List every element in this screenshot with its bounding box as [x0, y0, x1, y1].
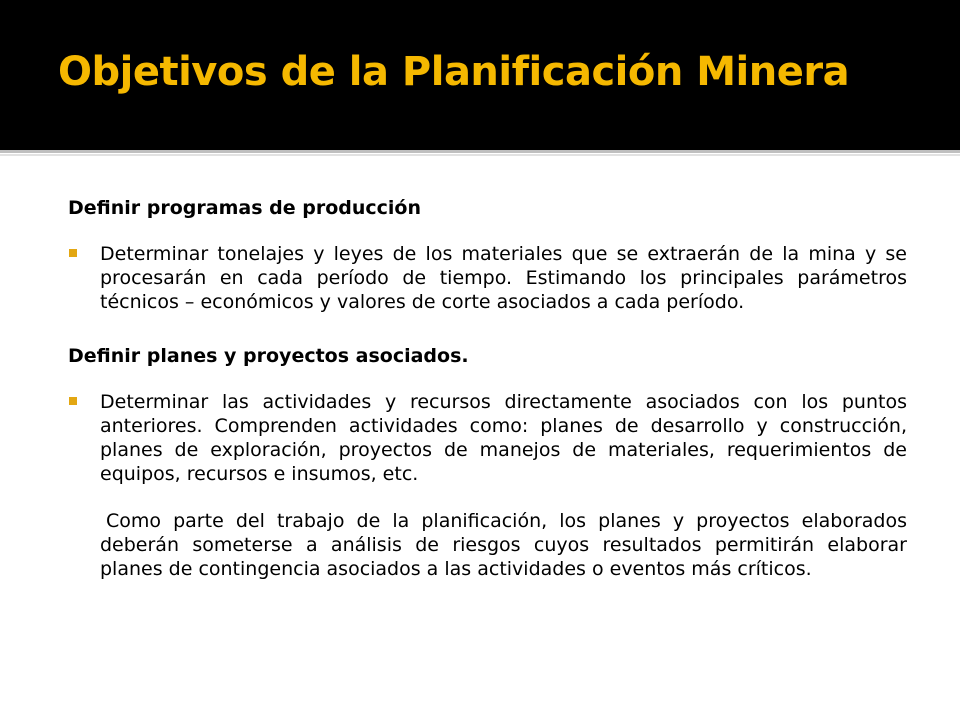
bullet-item-plans: [68, 390, 907, 486]
bullet-text-production: Determinar tonelajes y leyes de los materiales que se extraerán de la mina y se procesarán en cada período de tiempo. Estimando los principales parámetros técnicos – económicos y valores de corte asociados a cada período.: [100, 243, 907, 313]
bullet-text-plans: Determinar las actividades y recursos directamente asociados con los puntos anteriores. Comprenden actividades como: planes de desarrollo y construcción, planes de exploración, proyectos de manejos de materiales, requerimientos de equipos, recursos e insumos, etc.: [100, 391, 907, 485]
section-heading-plans: Definir planes y proyectos asociados.: [68, 345, 469, 367]
square-bullet-icon: [69, 397, 77, 405]
title-bar: [0, 0, 960, 150]
slide-content: [68, 196, 907, 600]
square-bullet-icon: [69, 249, 77, 257]
risk-analysis-paragraph: Como parte del trabajo de la planificación, los planes y proyectos elaborados deberán someterse a análisis de riesgos cuyos resultados permitirán elaborar planes de contingencia asociados a las actividades o eventos más críticos.: [100, 510, 907, 580]
title-divider-shadow: [0, 154, 960, 156]
title-divider: [0, 150, 960, 153]
bullet-item-production: [68, 242, 907, 314]
section-heading-production: Definir programas de producción: [68, 197, 421, 219]
slide-title: Objetivos de la Planificación Minera: [58, 49, 850, 95]
